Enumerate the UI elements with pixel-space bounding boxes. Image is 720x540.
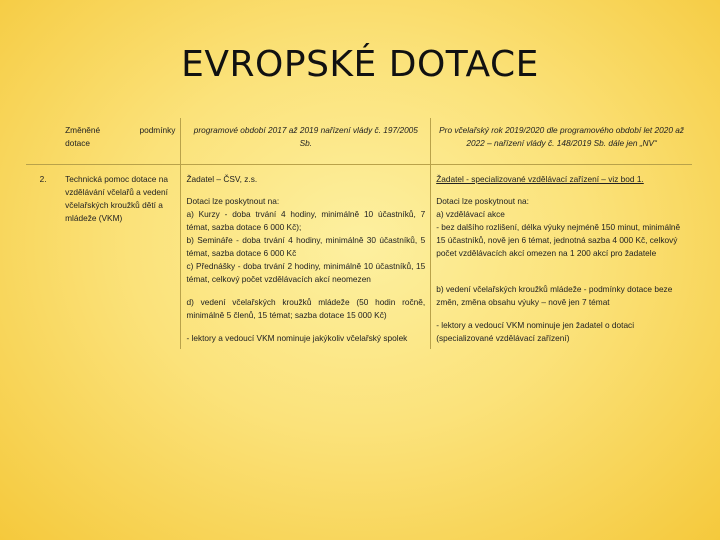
old-item-a: a) Kurzy - doba trvání 4 hodiny, minimálně 10 účastníků, 7 témat, sazba dotace 6 000 Kč); <box>186 209 426 232</box>
old-lecturers: - lektory a vedoucí VKM nominuje jakýkoliv včelařský spolek <box>186 333 408 343</box>
old-item-b: b) Semináře - doba trvání 4 hodiny, minimálně 30 účastníků, 5 témat, sazba dotace 6 000 Kč <box>186 235 426 258</box>
row-topic: Technická pomoc dotace na vzdělávání včelařů a vedení včelařských kroužků dětí a mládeže (VKM) <box>60 165 181 350</box>
new-item-a: a) vzdělávací akce <box>436 209 505 219</box>
page-title: EVROPSKÉ DOTACE <box>181 44 539 85</box>
table-header-row <box>26 118 692 165</box>
old-intro: Dotaci lze poskytnout na: <box>186 196 280 206</box>
header-col2-word1: Změněné <box>65 125 101 135</box>
header-number-cell <box>26 118 60 165</box>
new-item-a-detail: - bez dalšího rozlišení, délka výuky nejméně 150 minut, minimálně 15 účastníků, nově jen 6 témat, jednotná sazba 4 000 Kč, celkový počet vzdělávacích akcí omezen na 1 200 akcí pro žadatele <box>436 222 681 258</box>
new-applicant: Žadatel - specializované vzdělávací zařízení – viz bod 1. <box>436 174 644 184</box>
header-topic-cell <box>60 118 181 165</box>
old-applicant: Žadatel – ČSV, z.s. <box>186 174 258 184</box>
comparison-table <box>26 118 692 349</box>
new-intro: Dotaci lze poskytnout na: <box>436 196 529 206</box>
old-item-c: c) Přednášky - doba trvání 2 hodiny, minimálně 10 účastníků, 15 témat, celkový počet vzdělávacích akcí neomezen <box>186 261 426 284</box>
header-col2-word2: podmínky <box>139 125 176 135</box>
row-old-conditions <box>181 165 431 350</box>
row-new-conditions <box>431 165 692 350</box>
header-col2-line2: dotace <box>65 138 91 148</box>
new-lecturers: - lektory a vedoucí VKM nominuje jen žadatel o dotaci (specializované vzdělávací zařízení) <box>436 320 635 343</box>
header-old-period: programové období 2017 až 2019 nařízení vlády č. 197/2005 Sb. <box>181 118 431 165</box>
new-item-b: b) vedení včelařských kroužků mládeže - podmínky dotace beze změn, změna obsahu výuky – nově jen 7 témat <box>436 284 673 307</box>
header-new-period: Pro včelařský rok 2019/2020 dle programového období let 2020 až 2022 – nařízení vlády č. 148/2019 Sb. dále jen „NV“ <box>431 118 692 165</box>
old-item-d: d) vedení včelařských kroužků mládeže (50 hodin ročně, minimálně 5 členů, 15 témat; sazba dotace 15 000 Kč) <box>186 297 426 320</box>
row-number: 2. <box>39 174 47 184</box>
table-row <box>26 165 692 350</box>
